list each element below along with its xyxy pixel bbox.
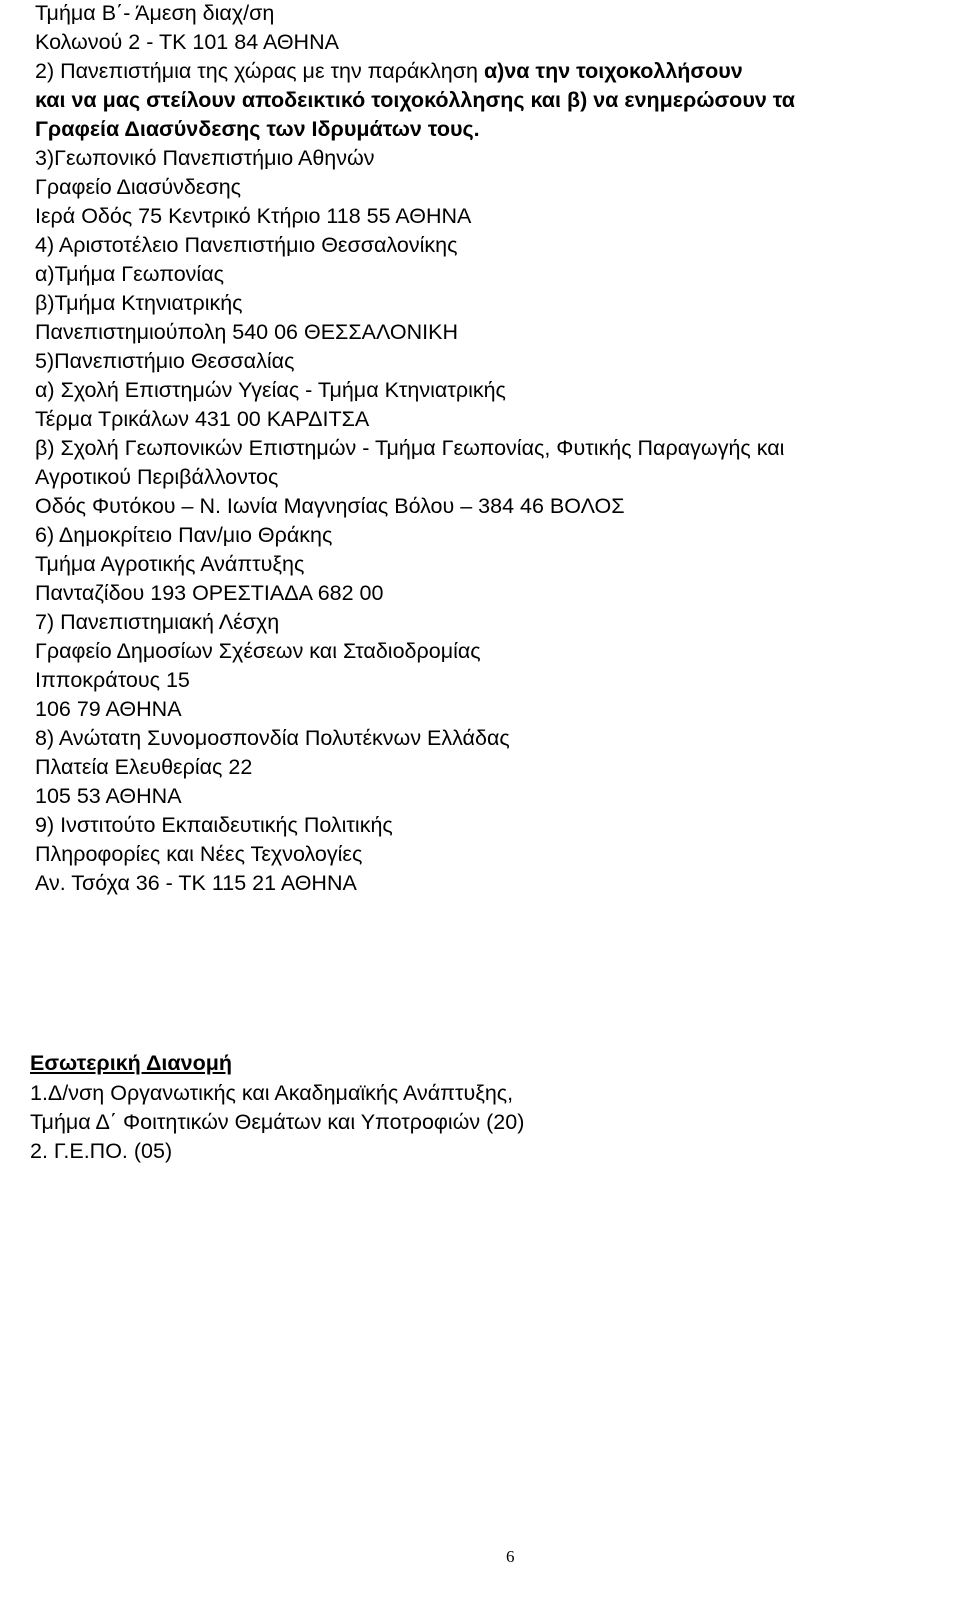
- item-8-city: 105 53 ΑΘΗΝΑ: [35, 784, 182, 808]
- item-3-title: 3)Γεωπονικό Πανεπιστήμιο Αθηνών: [35, 146, 375, 170]
- internal-distribution-line-3: 2. Γ.Ε.ΠΟ. (05): [30, 1139, 173, 1163]
- internal-distribution-heading: Εσωτερική Διανομή: [30, 1051, 233, 1075]
- item-2-request-c: Γραφεία Διασύνδεσης των Ιδρυμάτων τους.: [35, 117, 480, 141]
- item-4-dept-b: β)Τμήμα Κτηνιατρικής: [35, 291, 243, 315]
- item-4-address: Πανεπιστημιούπολη 540 06 ΘΕΣΣΑΛΟΝΙΚΗ: [35, 320, 458, 344]
- item-7-street: Ιπποκράτους 15: [35, 668, 190, 692]
- recipient-line: Τμήμα Β΄- Άμεση διαχ/ση: [35, 1, 275, 25]
- item-8-street: Πλατεία Ελευθερίας 22: [35, 755, 253, 779]
- item-4-dept-a: α)Τμήμα Γεωπονίας: [35, 262, 224, 286]
- item-6-dept: Τμήμα Αγροτικής Ανάπτυξης: [35, 552, 305, 576]
- item-4-title: 4) Αριστοτέλειο Πανεπιστήμιο Θεσσαλονίκης: [35, 233, 458, 257]
- item-5-school-b-cont: Αγροτικού Περιβάλλοντος: [35, 465, 279, 489]
- item-5-title: 5)Πανεπιστήμιο Θεσσαλίας: [35, 349, 295, 373]
- item-5-address-a: Τέρμα Τρικάλων 431 00 ΚΑΡΔΙΤΣΑ: [35, 407, 370, 431]
- item-2-request-a: α)να την τοιχοκολλήσουν: [483, 59, 743, 83]
- item-5-school-a: α) Σχολή Επιστημών Υγείας - Τμήμα Κτηνιατρικής: [35, 378, 506, 402]
- item-6-title: 6) Δημοκρίτειο Παν/μιο Θράκης: [35, 523, 333, 547]
- item-6-address: Πανταζίδου 193 ΟΡΕΣΤΙΑΔΑ 682 00: [35, 581, 384, 605]
- internal-distribution-line-2: Τμήμα Δ΄ Φοιτητικών Θεμάτων και Υποτροφιών (20): [30, 1110, 525, 1134]
- item-5-address-b: Οδός Φυτόκου – Ν. Ιωνία Μαγνησίας Βόλου – 384 46 ΒΟΛΟΣ: [35, 494, 625, 518]
- item-7-office: Γραφείο Δημοσίων Σχέσεων και Σταδιοδρομίας: [35, 639, 481, 663]
- item-9-address: Αν. Τσόχα 36 - ΤΚ 115 21 ΑΘΗΝΑ: [35, 871, 357, 895]
- recipient-address: Κολωνού 2 - ΤΚ 101 84 ΑΘΗΝΑ: [35, 30, 339, 54]
- item-5-school-b: β) Σχολή Γεωπονικών Επιστημών - Τμήμα Γεωπονίας, Φυτικής Παραγωγής και: [35, 436, 785, 460]
- item-3-office: Γραφείο Διασύνδεσης: [35, 175, 242, 199]
- item-2-request-b: και να μας στείλουν αποδεικτικό τοιχοκόλλησης και β) να ενημερώσουν τα: [35, 88, 795, 112]
- item-3-address: Ιερά Οδός 75 Κεντρικό Κτήριο 118 55 ΑΘΗΝΑ: [35, 204, 472, 228]
- item-7-city: 106 79 ΑΘΗΝΑ: [35, 697, 182, 721]
- item-9-title: 9) Ινστιτούτο Εκπαιδευτικής Πολιτικής: [35, 813, 393, 837]
- item-7-title: 7) Πανεπιστημιακή Λέσχη: [35, 610, 280, 634]
- item-8-title: 8) Ανώτατη Συνομοσπονδία Πολυτέκνων Ελλάδας: [35, 726, 510, 750]
- item-9-subtitle: Πληροφορίες και Νέες Τεχνολογίες: [35, 842, 363, 866]
- internal-distribution-line-1: 1.Δ/νση Οργανωτικής και Ακαδημαϊκής Ανάπτυξης,: [30, 1081, 514, 1105]
- item-2-line: [35, 61, 743, 83]
- item-2-intro: 2) Πανεπιστήμια της χώρας με την παράκληση: [35, 59, 484, 83]
- page-number: 6: [506, 1547, 515, 1566]
